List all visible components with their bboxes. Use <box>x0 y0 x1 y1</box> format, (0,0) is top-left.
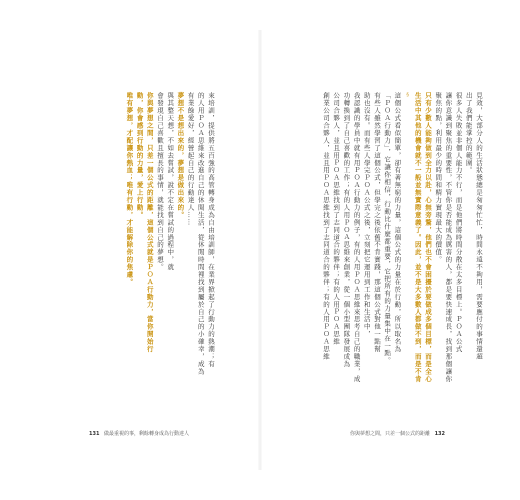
text-line: 「ＰＯＡ行動力」，它讓你相信，行動比什麼都重要，它把所有的力量集中在一點。 <box>383 92 392 365</box>
left-running-title: 做最重視的事，剩餘轉身成為行動達人 <box>104 431 190 437</box>
right-page <box>260 0 520 500</box>
left-page-number: 131 <box>89 431 100 437</box>
text-line: 出了我們能掌控的範圍。 <box>464 92 473 174</box>
text-line: 助也沒有。而有些人學完ＰＯＡ公式之後，立刻把它運用到工作和生活中， <box>362 92 371 338</box>
text-line: 功轉換到了自己喜歡的工作；有的人用ＰＯＡ思維來創業，從一個小型團隊發展成為 <box>342 92 351 368</box>
text-line: 會發現自己喜歡且擅長的事情，就能找到自己的夢想。 <box>155 92 164 271</box>
text-line: 這個公式看似簡單，卻有著無窮的力量，這個公式的力量在於行動，所以取名為 <box>393 92 402 353</box>
left-page-footer <box>86 430 189 437</box>
highlighted-line: 只有少數人能夠做到全力以赴，心無旁騖，他們也不會困擾於要做成多個目標，而是全心 <box>423 92 432 383</box>
text-line: 見效，大部分人的生活狀態總是匆匆忙忙，時間永遠不夠用，需要應付的事情還超 <box>475 92 483 361</box>
left-page-body <box>124 92 216 376</box>
text-line: 讓你意識到聚焦的重要性，不管你是否能成為厲害的人，都是要快速成長，找到那個讓你 <box>444 92 453 383</box>
right-page-number: 132 <box>434 431 445 437</box>
right-page-body <box>321 92 484 383</box>
highlighted-line: 生活中其他的機會就不一般並無實際意義了。因此，並不是大多數人都做不到，而是不肯 <box>413 92 422 383</box>
text-line: 有業餘愛好，經營起自己的行動達人…… <box>186 92 195 227</box>
text-line: 我認識的學員中就有用ＰＯＡ行動力的例子，有的人用ＰＯＡ思維來思考自己的職業，成 <box>352 92 361 383</box>
highlighted-line: 唯有夢想，才配讓你熱血；唯有行動，才能解除你的焦慮。 <box>125 92 134 286</box>
text-line: 很多人失敗並非個人能力不行，而是他們將時間分散在太多目標上。ＰＯＡ公式 <box>454 92 463 353</box>
right-page-footer <box>350 430 448 437</box>
highlighted-line: 你與夢想之間，只差一個公式的距離，這個公式就是ＰＯＡ行動力，當你開始行 <box>145 92 154 353</box>
highlighted-line: 夢想不是想出來的，夢想是做出來的。 <box>176 92 185 219</box>
text-line: 創業公司合夥人，並且用ＰＯＡ思維找到了志同道合的夥伴；有的人用ＰＯＡ思維 <box>321 92 330 361</box>
section-mark: § <box>404 92 411 99</box>
text-line: 與其整天想，不如去嘗試，說不定在嘗試的過程中，就 <box>166 92 175 271</box>
text-line: 公司合夥人，並且用ＰＯＡ思維找到了志同道合的夥伴；有的人用ＰＯＡ思維 <box>332 92 341 346</box>
text-line: 的人用ＰＯＡ思維來改進自己的休閒生活，從休閒時間裡找到屬於自己的小確幸，成為 <box>196 92 205 376</box>
text-line: 來培訓，提供將五百強的高管轉身成為自由培訓師，在業界掀起了行動力的熱潮；有 <box>207 92 215 368</box>
text-line: 聚焦的點，利用最少的時間和精力實現最大的價值。 <box>434 92 443 264</box>
right-running-title: 你與夢想之間，只差一個公式的距離 <box>349 431 430 437</box>
highlighted-line: 動，你會感到行動的力量，愛上行動。 <box>135 92 144 219</box>
text-line: 有些人雖然學習了這個公式，但學完之後依舊不肯實踐，那這個公式對他一點幫 <box>372 92 381 353</box>
